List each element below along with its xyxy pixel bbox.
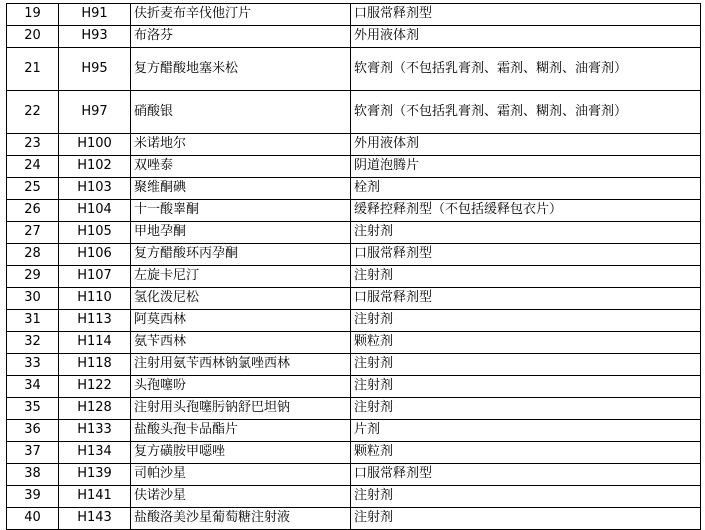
row-form: 颗粒剂 (351, 332, 701, 354)
row-code: H122 (59, 376, 131, 398)
row-no: 37 (7, 442, 59, 464)
row-no: 20 (7, 26, 59, 48)
row-no: 34 (7, 376, 59, 398)
row-code: H102 (59, 156, 131, 178)
row-no: 38 (7, 464, 59, 486)
row-form: 栓剂 (351, 178, 701, 200)
row-form: 颗粒剂 (351, 442, 701, 464)
row-form: 外用液体剂 (351, 134, 701, 156)
table-row (7, 244, 701, 266)
row-name: 复方磺胺甲噁唑 (131, 442, 351, 464)
table-row (7, 4, 701, 26)
row-form: 软膏剂（不包括乳膏剂、霜剂、糊剂、油膏剂） (351, 91, 701, 134)
row-no: 40 (7, 508, 59, 530)
row-form: 注射剂 (351, 486, 701, 508)
row-form: 注射剂 (351, 398, 701, 420)
table-row (7, 398, 701, 420)
row-code: H95 (59, 48, 131, 91)
row-form: 片剂 (351, 420, 701, 442)
row-name: 伕诺沙星 (131, 486, 351, 508)
row-no: 19 (7, 4, 59, 26)
row-name: 阿莫西林 (131, 310, 351, 332)
row-no: 24 (7, 156, 59, 178)
table-row (7, 222, 701, 244)
row-form: 注射剂 (351, 266, 701, 288)
row-name: 盐酸洛美沙星葡萄糖注射液 (131, 508, 351, 530)
row-no: 22 (7, 91, 59, 134)
table-body (7, 4, 701, 530)
row-no: 23 (7, 134, 59, 156)
table-row (7, 200, 701, 222)
table-row (7, 354, 701, 376)
row-no: 25 (7, 178, 59, 200)
table-row (7, 156, 701, 178)
row-name: 盐酸头孢卡品酯片 (131, 420, 351, 442)
row-code: H104 (59, 200, 131, 222)
row-code: H110 (59, 288, 131, 310)
table-row (7, 48, 701, 91)
row-form: 缓释控释剂型（不包括缓释包衣片） (351, 200, 701, 222)
row-name: 双唑泰 (131, 156, 351, 178)
table-row (7, 134, 701, 156)
row-name: 头孢噻吩 (131, 376, 351, 398)
row-name: 氢化泼尼松 (131, 288, 351, 310)
row-no: 32 (7, 332, 59, 354)
row-no: 26 (7, 200, 59, 222)
row-name: 硝酸银 (131, 91, 351, 134)
row-code: H114 (59, 332, 131, 354)
row-form: 注射剂 (351, 354, 701, 376)
row-code: H128 (59, 398, 131, 420)
row-form: 口服常释剂型 (351, 288, 701, 310)
row-code: H141 (59, 486, 131, 508)
row-code: H100 (59, 134, 131, 156)
row-form: 注射剂 (351, 222, 701, 244)
table-row (7, 442, 701, 464)
row-form: 口服常释剂型 (351, 244, 701, 266)
row-form: 外用液体剂 (351, 26, 701, 48)
row-code: H143 (59, 508, 131, 530)
row-code: H107 (59, 266, 131, 288)
row-code: H93 (59, 26, 131, 48)
row-code: H113 (59, 310, 131, 332)
row-name: 复方醋酸地塞米松 (131, 48, 351, 91)
row-form: 注射剂 (351, 376, 701, 398)
row-name: 氨苄西林 (131, 332, 351, 354)
table-row (7, 178, 701, 200)
row-no: 36 (7, 420, 59, 442)
row-no: 27 (7, 222, 59, 244)
table-row (7, 266, 701, 288)
row-form: 软膏剂（不包括乳膏剂、霜剂、糊剂、油膏剂） (351, 48, 701, 91)
table-row (7, 310, 701, 332)
table-row (7, 26, 701, 48)
row-no: 31 (7, 310, 59, 332)
row-name: 复方醋酸环丙孕酮 (131, 244, 351, 266)
row-no: 28 (7, 244, 59, 266)
row-code: H134 (59, 442, 131, 464)
table-row (7, 288, 701, 310)
row-name: 司帕沙星 (131, 464, 351, 486)
row-name: 布洛芬 (131, 26, 351, 48)
row-form: 阴道泡腾片 (351, 156, 701, 178)
row-code: H139 (59, 464, 131, 486)
row-code: H106 (59, 244, 131, 266)
row-name: 左旋卡尼汀 (131, 266, 351, 288)
row-name: 甲地孕酮 (131, 222, 351, 244)
document-page (0, 3, 705, 526)
row-name: 伕折麦布辛伐他汀片 (131, 4, 351, 26)
row-form: 注射剂 (351, 310, 701, 332)
row-no: 35 (7, 398, 59, 420)
row-code: H105 (59, 222, 131, 244)
table-row (7, 508, 701, 530)
row-code: H97 (59, 91, 131, 134)
row-code: H133 (59, 420, 131, 442)
row-form: 口服常释剂型 (351, 4, 701, 26)
row-name: 十一酸睾酮 (131, 200, 351, 222)
row-no: 30 (7, 288, 59, 310)
row-no: 29 (7, 266, 59, 288)
row-code: H103 (59, 178, 131, 200)
row-form: 口服常释剂型 (351, 464, 701, 486)
table-row (7, 464, 701, 486)
table-row (7, 91, 701, 134)
row-name: 注射用氨苄西林钠氯唑西林 (131, 354, 351, 376)
row-name: 米诺地尔 (131, 134, 351, 156)
table-row (7, 332, 701, 354)
drug-catalog-table (6, 3, 701, 530)
row-no: 33 (7, 354, 59, 376)
row-name: 注射用头孢噻肟钠舒巴坦钠 (131, 398, 351, 420)
row-form: 注射剂 (351, 508, 701, 530)
row-no: 39 (7, 486, 59, 508)
table-row (7, 376, 701, 398)
row-code: H118 (59, 354, 131, 376)
row-no: 21 (7, 48, 59, 91)
row-name: 聚维酮碘 (131, 178, 351, 200)
row-code: H91 (59, 4, 131, 26)
table-row (7, 420, 701, 442)
